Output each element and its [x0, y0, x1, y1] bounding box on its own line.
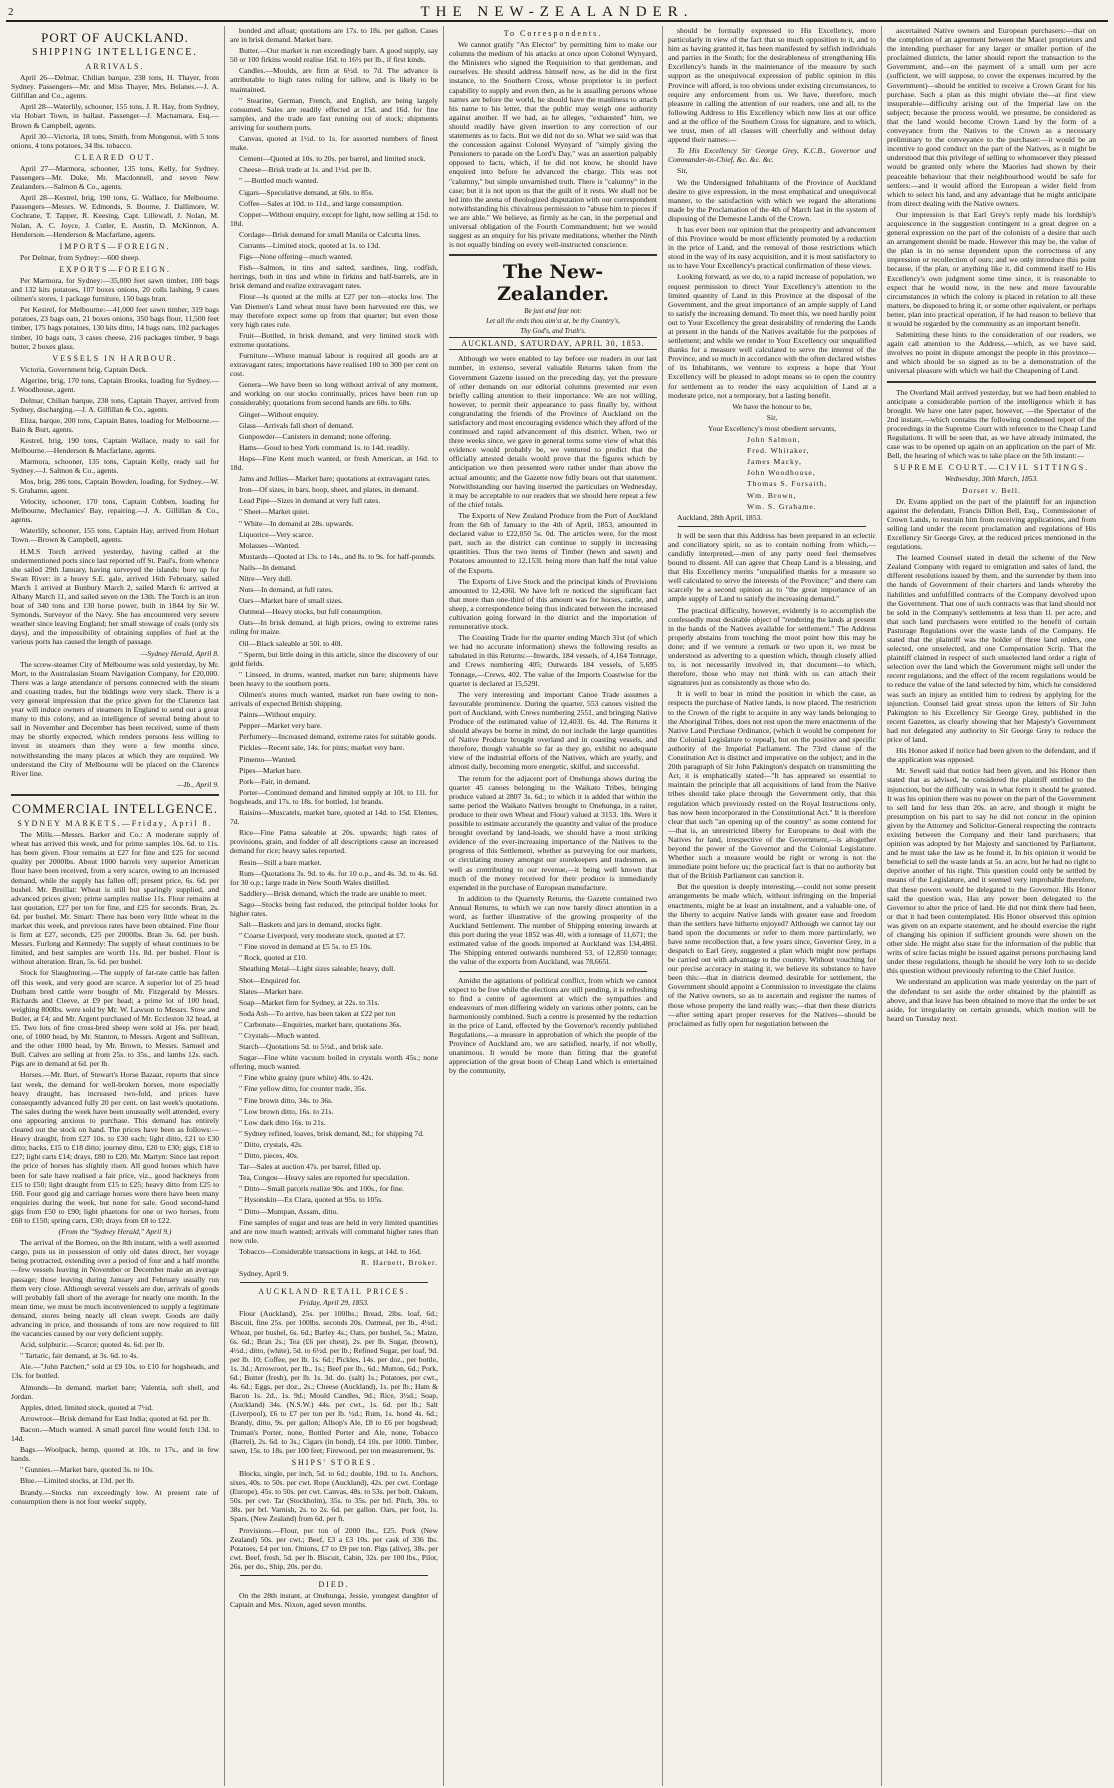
court-heading: SUPREME COURT.—CIVIL SITTINGS.	[893, 463, 1090, 473]
market-entry: Sago—Stocks being fast reduced, the principal holder looks for higher rates.	[230, 899, 438, 918]
market-entry: Ale.—"John Patchett," sold at £9 10s. to £10 for hogsheads, and 13s. for bottled.	[11, 1362, 219, 1381]
market-entry: " Ditto—Mumpan, Assam, ditto.	[239, 1206, 339, 1216]
market-entry: " Stearine, German, French, and English, are being largely consumed. Sales are readily effected at 15d. and 16d. for fine samples, and the trade are fast running out of stock; shipments arriving for southern ports.	[230, 95, 438, 132]
market-entry: Oars—Market bare of small sizes.	[239, 596, 343, 606]
arrivals-list	[11, 73, 219, 150]
column-1	[6, 26, 225, 1786]
market-entry: Rum—Quotations 3s. 9d. to 4s. for 10 o.p., and 4s. 3d. to 4s. 6d. for 30 o.p.; large trade in New South Wales distilled.	[230, 868, 438, 887]
market-entry: Arrowroot—Brisk demand for East India; quoted at 6d. per lb.	[20, 1413, 211, 1423]
market-entry: Bags.—Woolpack, hemp, quoted at 10s. to 17s., and in few hands.	[11, 1445, 219, 1464]
market-list	[11, 1340, 219, 1506]
market-entry: Mustards—Quoted at 13s. to 14s., and 8s. to 9s. for half-pounds.	[239, 551, 436, 561]
market-entry: Resin—Still a bare market.	[239, 857, 322, 867]
court-paragraph: Mr. Sewell said that notice had been given, and his Honor then stated that as advised, he considered the plaintiff entitled to the injunction, but the difficulty was in what form it should be granted. It was his opinion there was no power on the part of the Government to sell land for less than 20s. an acre, and though it might be presumption on his part to say he did not concur in the opinion given by the Attorney and Solicitor-General respecting the contracts existing between the Company and their land purchasers; that opinion was adopted by her Majesty and sanctioned by Parliament, and he must take the law as he found it. In his opinion it would be beneficial to sell the waste lands at 5s. an acre, but he had no right to deprive another of his right. This question could only be settled by means of the Legislature, and it seemed very improbable therefore, that these powers would be delegated to the Governor. His Honor said the question was, Has any power been delegated to the Governor to alter the price of land. He did not think there had been, or that it had been contemplated. His Honor observed this opinion was given on an exparte statement, and he should exercise the right of changing his opinion if sufficient grounds were shown on the other side. He might also state for the information of the public that writs of scire facias might be issued against persons purchasing land under these regulations, though he should be very loth to so decide this question without previously referring to the Chief Justice.	[887, 766, 1096, 976]
export-entry: Per Marmora, for Sydney:—35,000 feet sawn timber, 100 bags and 132 kits potatoes, 107 boxes onions, 20 colls lashing, 9 cases oilmen's stores, 1 package furniture, 150 bags bran.	[11, 275, 219, 304]
arrival-entry: April 28—Waterlily, schooner, 155 tons, J. R. Hay, from Sydney, via Hobart Town, in ballast. Passenger—J. Macnamara, Esq.—Brown & Campbell, agents.	[11, 102, 219, 130]
market-entry: Glass—Arrivals fall short of demand.	[239, 420, 354, 430]
market-entry: Raisins—Muscatels, market bare, quoted at 14d. to 15d. Elemes, 7d.	[230, 808, 438, 827]
market-entry: Cigars—Speculative demand, at 60s. to 85s.	[239, 187, 374, 197]
market-entry: Oatmeal—Heavy stocks, but full consumption.	[239, 607, 382, 617]
market-entry: Acid, sulphuric.—Scarce; quoted 4s. 6d. per lb.	[20, 1340, 165, 1350]
cleared-list	[11, 164, 219, 239]
market-entry: bonded and afloat; quotations are 17s. to 18s. per gallon. Cases are in brisk demand. Market bare.	[230, 26, 438, 45]
market-entry: Porter—Continued demand and limited supply at 10l. to 11l. for hogsheads, and 17s. to 18s. for bottled, 1st brands.	[230, 787, 438, 806]
salutation: Sir,	[677, 166, 688, 176]
sydney-markets-heading: SYDNEY MARKETS.—Friday, April 8.	[17, 818, 213, 828]
market-entry: Oats—In brisk demand, at high prices, owing to extreme rates ruling for maize.	[230, 618, 438, 637]
market-entry: Fish—Salmon, in tins and salted, sardines, ling, codfish, herrings, both in tins and white in firkins and half-barrels, are in brisk demand and realize extravagant rates.	[230, 263, 438, 291]
paragraph: Our impression is that Earl Grey's reply made his lordship's acquiescence in the suggestion contingent to a great degree on a general expression on the part of the colonists of a desire that such an arrangement should be made. However this may be, the value of the plan is in no sense dependent upon the correctness of any impression or recollection of ours; and we only introduce this point because, if the plan, or anything like it, did commend itself to His Excellency's own judgment some time since, it is reasonable to expect that he would now, in the new and more favourable circumstances in which the colony is placed in relation to all these matters, be disposed to bring it, or some other equivalent, or perhaps better, plan into practical operation, if he had reason to believe that it would be regarded by the community as an important benefit.	[887, 209, 1096, 328]
died-notice: On the 28th instant, at Onehunga, Jessie, youngest daughter of Captain and Mrs. Nixon, aged seven months.	[230, 1591, 438, 1610]
market-entry: Saddlery—Brisk demand, which the trade are unable to meet.	[239, 888, 427, 898]
market-entry: Nails—In demand.	[239, 562, 297, 572]
market-entry: Flour—Is quoted at the mills at £27 per ton—stocks low. The Van Diemen's Land wheat must have been harvested ere this, we may therefore expect some up from that quarter; but even those very high rates rule.	[230, 292, 438, 329]
broker-signature: R. Harnett, Broker.	[361, 1257, 438, 1267]
market-entry: Rice—Fine Patna saleable at 20s. upwards; high rates of provisions, grain, and fodder of all descriptions cause an increased demand for rice; heavy sales reported.	[230, 828, 438, 856]
market-entry: Brandy.—Stocks run exceedingly low. At present rate of consumption there is not four weeks' supply,	[11, 1487, 219, 1506]
market-entry: Liquorice—Very scarce.	[239, 529, 314, 539]
column-5	[882, 26, 1101, 1786]
melbourne-source: —Ib., April 9.	[177, 779, 219, 789]
horses-source: (From the "Sydney Herald," April 9.)	[58, 1227, 172, 1237]
masthead	[6, 4, 1108, 22]
market-entry: Currants—Limited stock, quoted at 1s. to 13d.	[239, 240, 381, 250]
court-paragraph: His Honor asked if notice had been given to the defendant, and if the application was opposed.	[887, 746, 1096, 765]
address-body	[668, 178, 876, 400]
court-paragraph: We understand an application was made yesterday on the part of the defendant to set aside the order obtained by the plaintiff as above, and that leave has been obtained to move that the order be set aside, for irregularity on certain grounds, which motion will be heard on Tuesday next.	[887, 977, 1096, 1023]
signer-name: Wm. S. Grahame.	[747, 501, 817, 511]
market-entry: Oil—Black saleable at 50l. to 40l.	[239, 638, 343, 648]
slaughtering-article: Stock for Slaughtering.—The supply of fat-rate cattle has fallen off this week, and very good are scarce. A superior lot of 25 head Durham bred cattle were bought of Mr. Fitzgerald by Messrs. Richards and Cleeve, at £9 per head; a prime lot of 100 head, weighing 800lbs. were sold by Mr. W. Lawson to Messrs. Stow and Butler, at £4; and Mr. Argent purchased of Mr. Eccleston 32 head, at £5. Two lots of fine cross-bred sheep were sold at 16s. per head; one, of 1000 head, by Mr. Stanton, to Messrs. Argent and Sullivan, and the other 1000 head, by Mr. Brown, to Messrs. Samuel and Bull. Calves are selling at from 25s. to 35s., and lambs 12s. each. Pigs are in demand at 6d. per lb.	[11, 968, 219, 1069]
signer-name: Wm. Brown,	[747, 490, 797, 500]
address-honour: We have the honour to be,	[732, 401, 812, 411]
market-entry: " Coarse Liverpool, very moderate stock, quoted at £7.	[239, 931, 406, 941]
market-list-continued	[230, 26, 438, 1256]
leader-paragraph: In addition to the Quarterly Returns, the Gazette contained two Annual Returns, to which we can now barely direct attention in a word, as further illustrative of the growing prosperity of the Auckland Settlement. The number of Shipping entering inwards at this port during the year 1852 was 40, with a tonnage of 11,671; the estimated value of the goods imported at Auckland was 134,486l. The Shipping entered outwards numbered 53, of 12,850 tonnage; the value of the exports from Auckland, was 78,665l.	[449, 893, 657, 967]
column-3	[444, 26, 663, 1786]
address-paragraph: It has ever been our opinion that the prosperity and advancement of this Province would be most efficiently promoted by a reduction in the price of Land, and the removal of those restrictions which stood in the way of its easy acquisition, and it is most satisfactory to us to have Your Excellency's practical confirmation of these views.	[668, 224, 876, 271]
market-entry: " Fine stoved in demand at £5 5s. to £5 10s.	[239, 942, 373, 952]
column-4	[663, 26, 882, 1786]
market-entry: Iron—Of sizes, in bars, hoop, sheet, and plates, in demand.	[239, 485, 419, 495]
address-paragraph: We the Undersigned Inhabitants of the Province of Auckland desire to give expression, in the most emphatical and unequivocal manner, to the satisfaction with which we regard the alterations made by the Proclamation of the 4th of March last in the system of disposing of the Demesne Lands of the Crown.	[668, 177, 876, 223]
retail-date: Friday, April 29, 1853.	[299, 1298, 369, 1308]
market-entry: Perfumery—Increased demand, extreme rates for suitable goods.	[239, 732, 437, 742]
divider	[459, 971, 647, 972]
torch-source: —Sydney Herald, April 8.	[140, 648, 219, 658]
market-entry: Tobacco—Considerable transactions in kegs, at 14d. to 16d.	[239, 1246, 422, 1256]
columns	[6, 26, 1108, 1786]
market-entry: " Ditto, crystals, 42s.	[239, 1139, 303, 1149]
cleared-heading: CLEARED OUT.	[74, 152, 156, 162]
market-entry: Hops—Fine Kent much wanted, or fresh American, at 16d. to 18d.	[230, 453, 438, 473]
market-entry: Soda Ash—To arrive, has been taken at £22 per ton	[239, 1008, 396, 1018]
arrivals-heading: ARRIVALS.	[85, 62, 145, 71]
overland-mail: The Overland Mail arrived yesterday, but we had been enabled to anticipate a considerable portion of the intelligence which it has brought. We have one later paper, however, —the Spectator of the 2nd instant,—which contains the following condensed report of the proceedings in the Supreme Court with reference to the Cheap Land Regulations. It will be seen that, as we have already intimated, the case was to be opened up again on an application on the part of Mr. Bell, the hearing of which was to take place on the 5th instant:—	[887, 387, 1096, 461]
market-entry: " Crystals—Much wanted.	[239, 1031, 320, 1040]
market-entry: Sheathing Metal—Light sizes saleable; heavy, dull.	[239, 964, 396, 974]
market-entry: Furniture—Where manual labour is required all goods are at extravagant rates; importations have realised 100 to 300 per cent on cost.	[230, 351, 438, 379]
arrival-entry: April 30—Victoria, 18 tons, Smith, from Mongonui, with 5 tons onions, 4 tons potatoes, 34 lbs. tobacco.	[11, 131, 219, 150]
market-entry: " Fine yellow ditto, for counter trade, 35s.	[239, 1084, 367, 1094]
address-sir: Sir,	[766, 412, 778, 422]
export-entry: Per Kestrel, for Melbourne:—41,000 feet sawn timber, 319 bags potatoes, 23 bags oats, 21 boxes onions, 350 bags flour, 11,500 feet timber, 175 bags potatoes, 130 kits ditto, 14 bags oats, 102 packages timber, 10 bags oats, 3 cases cheese, 216 packages timber, 9 bags butter, 2 boxes glass.	[11, 305, 219, 351]
divider	[887, 381, 1096, 383]
market-entry: " Sheet—Market quiet.	[239, 507, 310, 517]
market-entry: Shot—Enquired for.	[239, 975, 301, 985]
address-place-date: Auckland, 28th April, 1853.	[677, 512, 763, 522]
signer-name: James Macky,	[747, 457, 802, 467]
paper-name: The New-Zealander.	[497, 261, 609, 306]
vessel-entry: Waterlily, schooner, 155 tons, Captain Hay, arrived from Hobart Town.—Brown & Campbell, agents.	[11, 526, 219, 545]
signature-place: Sydney, April 9.	[239, 1269, 289, 1279]
vessel-entry: Mos, brig, 286 tons, Captain Bowden, loading, for Sydney.—W. S. Grahame, agent.	[11, 476, 219, 495]
court-paragraph: Dr. Evans applied on the part of the plaintiff for an injunction against the defendant, Francis Dillon Bell, Esq., Commissioner of Crown Lands, to restrain him from receiving applications, and from selling land under the recent proclamation and regulations of His Excellency Sir George Grey, at the reduced prices mentioned in the regulations.	[887, 496, 1096, 552]
market-entry: Pimento—Wanted.	[239, 754, 297, 764]
address-intro	[668, 26, 876, 144]
vessel-entry: Victoria, Government brig, Captain Deck.	[20, 364, 148, 374]
correspondents-text: We cannot gratify "An Elector" by permitting him to make our columns the medium of his attacks at once upon Colonel Wynyard, the Ministers who signed the Requisition to that gentleman, and ourselves. He should address himself now, as he did in the first instance, to the Southern Cross, whose proprietor is in perfect capability to supply and even then, as he is assailing persons whose names are before the world, he should have the manliness to attach his name to his letter, that the public may weigh one authority against another. If we had, as he alleges, "exhausted" him, we should readily have given insertion to any correction of our statements as to facts. But we did not do so. What we said was that the concession against Colonel Wynyard of "simply giving the Pensioners to parade on the Lord's Day," was an assertion palpably opposed to facts, which, if he did not know, he should have enquired into before he advanced the charge. This was not "calumny," but simple unvarnished truth. There is "calumny" in the case; but it is not upon us that the guilt of it rests. We shall not be led into the arena of theologized disputation with our correspondent notwithstanding his chivalrous permission to "abuse him to pieces if we are able." We believe, as firmly as he can, in the perpetual and universal obligation of the Fourth Commandment; but we would suggest as an enquiry for his private meditations, whether the Ninth is not equally binding on every well-instructed conscience.	[449, 40, 657, 250]
market-entry: Molasses—Wanted.	[239, 540, 300, 550]
leader-paragraph: The Exports of Live Stock and the principal kinds of Provisions amounted to 12,436l. We have left re noticed the significant fact that more than one-third of this amount was for horses, cattle, and sheep, a correspondence being thus indicated between the increased cultivation going forward in the district and the importation of remunerative stock.	[449, 576, 657, 632]
market-entry: Lead Pipe—Sizes in demand at very full rates.	[239, 496, 381, 506]
market-entry: " Gunnies.—Market bare, quoted 3s. to 10s.	[20, 1465, 154, 1475]
market-entry: Copper—Without enquiry, except for light, now selling at 15d. to 18d.	[230, 209, 438, 228]
vessel-entry: Eliza, barque, 200 tons, Captain Bates, loading for Melbourne.—Bain & Burt, agents.	[11, 416, 219, 435]
market-entry: Pickles—Recent sale, 14s. for pints; market very bare.	[239, 743, 405, 753]
retail-heading: AUCKLAND RETAIL PRICES.	[258, 1287, 410, 1297]
market-entry: Jams and Jellies—Market bare; quotations at extravagant rates.	[239, 474, 431, 484]
leader-paragraph: Although we were enabled to lay before our readers in our last number, in extenso, several valuable Returns taken from the Government Gazette issued on the preceding day, yet the pressure of other demands on our editorial columns prevented our even briefly calling attention to their importance. We are not willing, however, to permit their appearance to pass finally by, without congratulating the friends of the Province of Auckland on the satisfactory and most encouraging evidence which they afford of the continued and rapid advancement of this district. When, two or three weeks since, we gave in general terms some view of what this evidence would probably be, we ventured to predict that the officially attested details would prove that the figures which by anticipation we then presented were rather under than above the actual amounts; and the Gazette now fully bears out that statement. Notwithstanding our having inserted the particulars on Wednesday, it may be acceptable to our readers that we should here repeat a few of the chief totals.	[449, 354, 657, 509]
port-heading: PORT OF AUCKLAND.	[41, 30, 189, 45]
commentary-continued	[887, 26, 1096, 376]
cleared-entry: April 28—Kestrel, brig, 190 tons, G. Wallace, for Melbourne. Passengers—Messrs. W. Edmonds, S. Bourne, J. Dallimore, W. Cochrane, T. Tapper, R. Keesing, Capt. Lillewall, J. Nolan, M. Nolan, A. C. Joyce, J. Cutler, E. Austin, D. McKinnon, A. Henderson.—Henderson & Macfarlane, agents.	[11, 193, 219, 239]
court-date: Wednesday, 30th March, 1853.	[944, 474, 1039, 484]
market-entry: Almonds—In demand, market bare; Valentia, soft shell, and Jordan.	[11, 1382, 219, 1401]
market-entry: Candles.—Moulds, are firm at 6½d. to 7d. The advance is attributable to high rates ruling for tallow, and is likely to be maintained.	[230, 66, 438, 94]
signer-name: Thomas S. Forsaith,	[747, 479, 828, 489]
paragraph: ascertained Native owners and European purchasers:—that on the completion of an agreement between the Maori proprietors and the intending purchaser for any larger or smaller portion of the proclaimed districts, the latter should report the transaction to the Government, and—on the payment of a small sum per acre (sufficient, we will suppose, to cover the expenses incurred by the Government)—should be entitled to receive a Crown Grant for his purchase. Such a plan as this might obviate the—at first view insuperable—difficulty arising out of the Imperial law on the subject; because the process would, we presume, be considered as that the land would become Crown Land by the form of a conveyance from the Natives to the Crown as a necessary preliminary to the conveyance to the purchaser:—it would be an incentive to good conduct on the part of the Natives, as it might be understood that this privilege of selling to whomsoever they pleased would be granted only where the Maories had shown by their peaceable behaviour that their neighbourhood would be safe for settlers:—and it would afford the European a wider field from which to select his land, and any advantage that he might anticipate from direct dealing with the Native owners.	[887, 26, 1096, 208]
market-entry: Butter.—Our market is run exceedingly bare. A good supply, say 50 or 100 firkins would realise 16d. to 16½ per lb., if first kinds.	[230, 46, 438, 65]
leader-article	[449, 354, 657, 966]
leader-paragraph: The return for the adjacent port of Onehunga shows during the quarter 45 canoes belonging to the Waikato Tribes, bringing produce valued at 2807 3s. 6d.; to which it is added that within the same period the Waikato Natives brought to Onehunga, in a raiter, produce to their own Wheat and Flour) valued at 3153. 18s. Were it possible to estimate accurately the quantity and value of the produce brought overland by land-loads, we should have a most striking evidence of the ever-increasing importance of the Natives to the progress of this Settlement, whether as purveying for our markets, or circulating money amongst our storekeepers and tradesmen, as well as contributing to our revenue,—it being well known that much of the money received for their produce is immediately expended in the purchase of European manufacture.	[449, 773, 657, 892]
market-entry: " Hysonskin—Ex Clara, quoted at 95s. to 105s.	[239, 1195, 383, 1205]
market-entry: Cordage—Brisk demand for small Manila or Calcutta lines.	[239, 229, 421, 239]
market-entry: Nuts—In demand, at full rates.	[239, 585, 334, 595]
leader-paragraph: The very interesting and important Canoe Trade assumes a favourable prominence. During the quarter, 553 canoes visited the port of Auckland, with Crews numbering 2551, and bringing Native Produce of the estimated value of 12,403l. 6s. 4d. The Returns it should always be borne in mind, do not include the large quantities of Native Produce brought overland and in coasting vessels, and therefore, though valuable so far as they go, exhibit no adequate view of the industrial efforts of the Natives, which are yearly, and almost daily, becoming more energetic, skilful, and successful.	[449, 689, 657, 772]
paragraph: Submitting these hints to the consideration of our readers, we again call attention to the Address,—which, as we have said, involves no point in dispute amongst the people in this province—and which should be so signed as to be a demonstration of the universal pleasure with which we hail the Cheapening of Land.	[887, 330, 1096, 376]
column-2	[225, 26, 444, 1786]
market-entry: Nitre—Very dull.	[239, 573, 293, 583]
address-paragraph: Looking forward, as we do, to a rapid increase of population, we request permission to direct Your Excellency's attention to the limited quantity of Land in this Province at the disposal of the Government, and the great importance of an ample supply of Land to satisfy the increasing demand. To meet this, we need hardly point out to Your Excellency the great desirability of rendering the Lands at present in the hands of the Natives available for the purposes of settlement; and while we render to Your Excellency our unqualified thanks for a measure well calculated to serve the interest of the Province, and so much in accordance with the often declared wishes of its Inhabitants, we venture to express a hope that Your Excellency will be pleased to adopt means so to open the country for settlement as to render the easy acquisition of Land at a moderate price, not a temporary, but a lasting benefit.	[668, 272, 876, 400]
court-report	[887, 497, 1096, 1023]
market-entry: Cement—Quoted at 10s. to 20s. per barrel, and limited stock.	[239, 154, 426, 164]
shipping-heading: SHIPPING INTELLIGENCE.	[32, 47, 198, 58]
market-entry: Sugar—Fine white vacuum boiled in crystals worth 45s.; none offering, much wanted.	[230, 1053, 438, 1072]
market-entry: Starch—Quotations 5d. to 5½d., and brisk sale.	[239, 1042, 384, 1052]
court-paragraph: The learned Counsel stated in detail the scheme of the New Zealand Company with regard to emigration and sales of land, the different resolutions issued by them, and the surrender by them into the hands of Government of their charters and lands whereby the liabilities and unfulfilled contracts of the Company devolved upon the Government. That one of such contracts was that land should not be sold in the Company's settlements at less than 1l. per acre, and that such land purchasers were entitled to the benefit of certain Pasturage Regulations over the waste lands of the Company. He stated that the plaintiff was the holder of three land orders, one selected, one unselected, and one Compensation Scrip. That the plaintiff claimed in respect of such unselected land order a right of selection over the land which the Government might sell under the recent regulations, and the effect of the recent regulations would be to reduce the value of the land selected by him, which he considered was such an injury as entitled him to redress by applying for the injunction. Counsel laid great stress upon the letters of Sir John Pakington to his Excellency Sir George Grey, published in the recent Gazettes, as clearly showing that her Majesty's Government had not delegated any authority to Sir George Grey to reduce the price of land.	[887, 553, 1096, 745]
market-entry: Coffee—Sales at 10d. to 11d., and large consumption.	[239, 198, 404, 208]
vessel-entry: Delmar, Chilian barque, 238 tons, Captain Thayer, arrived from Sydney, discharging.—J. A. Gilfillan & Co., agents.	[11, 396, 219, 415]
motto-line-3: Thy God's, and Truth's.	[520, 327, 586, 336]
market-entry: Slates—Market bare.	[239, 986, 304, 996]
cleared-entry: April 27—Marmora, schooner, 135 tons, Kelly, for Sydney. Passengers—Mr. Duke, Mr. Macdonnell, and seven New Zealanders.—Salmon & Co., agents.	[11, 163, 219, 192]
market-entry: " Fine white grainy (pure white) 40s. to 42s.	[239, 1073, 374, 1083]
market-entry: Canvas, quoted at 1½d. to 1s. for assorted numbers of finest make.	[230, 134, 438, 153]
paragraph: should be formally expressed to His Excellency, more particularly in view of the fact that so much opposition to it, and to him as having granted it, has been manifested by selfish individuals and parties in the South; for the desirableness of strengthening His Excellency's hands in the maintenance of the measure by such support as the unequivocal expression of public opinion in this Province will afford, is too obvious under existing circumstances, to require any enforcement from us. We have, therefore, much pleasure in calling the attention of our readers, one and all, to the following Address to His Excellency which now lies at our office and at the office of the Southern Cross for signature, and to which, we trust, men of all classes will cheerfully and without delay append their names:—	[668, 26, 876, 145]
market-entry: Salt—Baskets and jars in demand, stocks light.	[239, 920, 382, 930]
signer-name: John Woodhouse,	[747, 468, 816, 478]
divider	[449, 254, 657, 256]
leader-paragraph: The Coasting Trade for the quarter ending March 31st (of which we had no accurate information) shews the following results as tabulated in this Returns:—Inwards, 184 vessels, of 4,164 Tonnage, and Crews numbering 405; Outwards 184 vessels, of 5,695 Tonnage,—Crews, 402. The value of the Imports Coastwise for the quarter is declared at 15,529l.	[449, 633, 657, 688]
market-entry: " Ditto, pieces, 40s.	[239, 1151, 299, 1161]
exports-list	[11, 276, 219, 351]
market-entry: " Rock, quoted at £10.	[239, 953, 308, 963]
market-entry: Apples, dried, limited stock, quoted at 7½d.	[20, 1402, 154, 1412]
market-entry: " Sydney refined, loaves, brisk demand, 8d.; for shipping 7d.	[239, 1128, 424, 1138]
divider	[11, 794, 219, 796]
commercial-heading: COMMERCIAL INTELLGENCE.	[12, 800, 218, 816]
imports-heading: IMPORTS—FOREIGN.	[59, 241, 171, 251]
market-entry: " —Bottled much wanted.	[239, 176, 319, 186]
market-entry: Pipes—Market bare.	[239, 765, 302, 775]
page-number: 2	[8, 6, 14, 18]
market-entry: Pork—Fair, in demand.	[239, 776, 311, 786]
stores-heading: SHIPS' STORES.	[291, 1457, 377, 1467]
second-leader: Amidst the agitations of political conflict, from which we cannot expect to be free while the elections are still pending, it is refreshing to find a centre of agreement at which the sympathies and endeavours of men differing widely on various other points, can be harmoniously combined. Such a centre is presented by the reduction in the price of Land, effected by the Governor's recently published Regulations,—a measure in approbation of which the people of the Province of Auckland are, we are satisfied, nearly, if not wholly, unanimous. It would be more than fitting that the grateful appreciation of the great boon of Cheap Land which is entertained by the community,	[449, 975, 657, 1076]
market-entry: Blue.—Limited stocks, at 13d. per lb.	[20, 1476, 135, 1486]
market-entry: Oilmen's stores much wanted, market run bare owing to non-arrivals of expected British shipping.	[230, 690, 438, 709]
motto-line-1: Be just and fear not:	[524, 307, 582, 316]
vessel-entry: Kestrel, brig, 190 tons, Captain Wallace, ready to sail for Melbourne.—Henderson & Macfarlane, agents.	[11, 436, 219, 455]
retail-prices: Flour (Auckland), 25s. per 100lbs.; Bread, 2lbs. loaf, 6d.; Biscuit, fine 25s. per 100lbs. seconds 20s. Oatmeal, per lb., 4½d.; Wheat, per bushel, 6s. 6d.; Barley 4s.; Oats, per bushel, 5s.; Maize, 6s. 6d.; Bran 2s.; Tea (£6 per chest), 2s. per lb. Sugar, (brown), 4½d.; ditto, (white), 5d. to 6½d. per lb.; Refined Sugar, per loaf, 9d. per lb. 10; Coffee, per lb. 1s. 6d.; Pickles, 14s. per doz., per bottle, 1s. 3d.; Arrowroot, per lb., 1s.; Beef per lb., 6d.; Mutton, 6d.; Pork, 6d.; Butter (fresh), per lb. 1s. 3d. do. (salt) 1s.; Potatoes, per cwt., 4s. 6d.; Eggs, per doz., 2s.; Cheese (Auckland), 1s. per lb.; Ham & Bacon 1s. 2d., 1s. 9d.; Mould Candles, 9d.; Rice, 3½d.; Soap, (Auckland) 34s. (N.S.W.) 44s. per cwt., 1s. 6d. per lb.; Salt (Liverpool), £6 to £7 per ton per lb. ½d.; Rum, 1s. bond 4s. 6d.; Brandy, ditto, 9s. per gallon; Allsop's Ale, £8 to £6 per hogshead; Truman's Porter, none, Bottled Porter and Ale, none, Tobacco (Barrel), 2s. 6d. to 3s.; Cigars (in bond), £4 10s. per 1000. Timber, sawn, 15s. to 18s. per 100 feet; Firewood, per ton measurement, 9s.	[230, 1309, 438, 1455]
divider	[240, 1282, 428, 1283]
market-entry: Cheese—Brisk trade at 1s. and 1½d. per lb.	[239, 165, 372, 175]
vessels-heading: VESSELS IN HARBOUR.	[52, 353, 178, 363]
divider	[678, 526, 866, 527]
market-entry: Soap—Market firm for Sydney, at 22s. to 31s.	[239, 997, 380, 1007]
case-name: Dorset v. Bell.	[962, 485, 1021, 495]
paragraph: It is well to bear in mind the position in which the case, as respects the purchase of Native lands, is now placed. The restriction to the Crown of the right to acquire in any way lands belonging to the Aboriginal Tribes, does not rest upon the mere enactments of the Native Land Purchase Ordinance, (which it would be competent for the Colonial Legislature to repeal), but on the positive and specific authority of the Imperial Parliament. The 73rd clause of the Constitution Act is distinct and imperative on the subject; and in the 20th paragraph of Sir John Pakington's despatch on transmitting the Act, it is emphatically stated—"It has appeared so essential to maintain the principle that all acquisitions of land from the Native tribes should take place through the Government only, that this regulation which previously rested on the Royal Instructions only, has now been incorporated in the Constitutional Act." It is therefore clear that such "an opening up of the country" as some contend for—that is, an unrestricted liberty for Europeans to deal with the Natives for land, irrespective of the Government,—is altogether beyond the power of the Governor and the Colonial Legislature. Whether such a measure would be right or wrong is not the immediate point before us; the practical fact is that no authority but that of the British Parliament can sanction it.	[668, 689, 876, 881]
motto-line-2: Let all the ends thou aim'st at, be thy Country's,	[486, 317, 620, 326]
vessel-entry: Marmora, schooner, 135 tons, Captain Kelly, ready sail for Sydney.—J. Salmon & Co., agents.	[11, 456, 219, 475]
vessel-entry: Velocity, schooner, 170 tons, Captain Cobben, loading for Melbourne, Mechanics' Bay, repairing.—J. A. Gilfillan & Co., agents.	[11, 497, 219, 525]
market-entry: " Ditto—Small parcels realize 90s. and 100s., for fine.	[239, 1184, 405, 1194]
market-entry: Pepper—Market very bare.	[239, 721, 322, 731]
borneo-article: The arrival of the Borneo, on the 8th instant, with a well assorted cargo, puts us in possession of only old dates direct, her voyage being protracted, extending over a period of four and a half months—few vessels leaving in November or December make an average passage; those leaving during January and February usually run them very close. Although several vessels are due, arrivals of goods will probably fall short of the average for nearly one month. In the mean time, we must be much inconvenienced to supply a legitimate demand, stores being nearly all clean swept. Goods are daily advancing in price, and thousands of tons are now required to fill the vacancies caused by our very deficient supply.	[11, 1238, 219, 1339]
signer-name: Fred. Whitaker,	[747, 446, 810, 456]
market-entry: Tar—Sales at auction 47s. per barrel, filled up.	[239, 1162, 382, 1172]
market-entry: " Sperm, but little doing in this article, since the discovery of our gold fields.	[230, 649, 438, 668]
market-entry: Fruit—Bottled, in brisk demand, and very limited stock with extreme quotations.	[230, 330, 438, 349]
imports-text: Per Delmar, from Sydney:—600 sheep.	[20, 252, 140, 262]
ships-stores: Blocks, single, per inch, 5d. to 6d.; double, 10d. to 1s. Anchors, sixes, 40s. to 50s. per cwt. Rope (Auckland), 42s. per cwt. Cordage (Europe), 45s. to 50s. per cwt. Canvas, 48s. to 53s. per bolt. Oakum, 50s. per cwt. Tar (Stockholm), 35s. to 35s. per brl. Pitch, 30s. to 38s. per brl. Varnish, 2s. to 2s. 6d. per gallon. Oars, per foot, 1s. Spars, (New Zealand) from 6d. per ft.	[230, 1468, 438, 1524]
market-entry: " Fine brown ditto, 34s. to 36s.	[239, 1095, 334, 1105]
paragraph: But the question is deeply interesting,—could not some present arrangements be made which, without infringing on the Imperial enactments, might be at least an instalment, and a valuable one, of the liberty to acquire Native lands with greater ease and freedom than the settlers have hitherto enjoyed? Although we cannot lay our hand upon the documents or refer to them more particularly, we have some recollection that, a few years since, Governor Grey, in a despatch to Earl Grey, suggested a plan which might now perhaps be carried out with advantage to the country. Without vouching for our precise accuracy in stating it, we believe its substance to have been this:—that in districts deemed desirable for settlement, the Government should appoint a Commission to investigate the claims of the Native owners, so as to ascertain and register the names of those whose property the land really was;—that then these districts—after setting apart proper reserves for the Natives—should be proclaimed as fully open for negotiation between the	[668, 882, 876, 1028]
died-heading: DIED.	[318, 1579, 350, 1589]
market-entry: Gunpowder—Canisters in demand; none offering.	[239, 431, 392, 441]
horses-article: Horses.—Mr. Burt, of Stewart's Horse Bazaar, reports that since last week, the demand for well-broken horses, more especially heavy draught, has increased two-fold, and prices have consequently advanced fully 20 per cent. on last week's quotations. The sales during the week have been unusually well attended, every one appearing anxious to purchase. This demand has entirely cleared out the stock on hand. The prices have been as follows:—Heavy draught, from £27 10s. to £30 each; light ditto, £21 to £30 ditto; hacks, £15 to £18 ditto; journey ditto, £20 to £30; gigs, £18 to £27; light carts £14; drays, £80 to £20. Mr. Martyn: Since last report the price of horses has slightly risen. All good horses which have been for sale have realised a fair price, viz., good hackneys from £15 to £50; light draught from £15 to £25; heavy ditto from £25 to £60. Four good gig and carriage horses were there have been many enquiries during the week, but none for sale. Good second-hand gigs from £50 to £90; light phaetons for one or two horses, from £60 to £150; spring carts, £30; drays from £8 to £22.	[11, 1070, 219, 1225]
market-entry: Ginger—Without enquiry.	[239, 409, 319, 419]
arrival-entry: April 26—Delmar, Chilian barque, 238 tons, H. Thayer, from Sydney. Passengers—Mr. and Miss Thayer, Mrs. Belanes.—J. A. Gilfillan and Co., agents.	[11, 73, 219, 101]
provisions: Provisions.—Flour, per ton of 2000 lbs., £25. Pork (New Zealand) 50s. per cwt.; Beef, £3 a £3 10s. per cask of 336 lbs. Potatoes, £4 per ton. Onions, £7 to £9 per ton. Pigs (alive), 38s. per cwt. Beef, fresh, 5d. per lb. Biscuit, Cabin, 32s. per 100 lbs., Pilot, 26s. per do., Ship, 20s. per do.	[230, 1525, 438, 1571]
market-entry: " Carbonate—Enquiries, market bare, quotations 36s.	[239, 1019, 402, 1029]
market-entry: " Tartaric, fair demand, at 3s. 6d. to 4s.	[20, 1351, 139, 1361]
exports-heading: EXPORTS—FOREIGN.	[59, 264, 171, 274]
market-entry: " White—In demand at 28s. upwards.	[239, 518, 354, 528]
market-entry: " Low dark ditto 16s. to 21s.	[239, 1117, 326, 1127]
market-entry: Figs—None offering—much wanted.	[239, 252, 353, 262]
divider	[240, 1575, 428, 1576]
dateline: AUCKLAND, SATURDAY, APRIL 30, 1853.	[449, 337, 657, 350]
mills-article: The Mills.—Messrs. Barker and Co.: A moderate supply of wheat has arrived this week, and for prime samples 10s. 6d. to 11s. has been given. Flour remains at £27 for fine and £25 for second quality per 2000lbs. About 1000 barrels very superior American flour have been received, from a very scarce, owing to an increased demand, while the supply has fallen off; present price, 6s. 6d. per bushel. Mr. Breillat: Wheat is still but sparingly supplied, and advanced prices given; prime samples realise 11s. Flour remains at last quotation, £27 per ton for fine, and £25 for seconds. Bran, 2s. 6d. per bushel. Mr. Smart: There has been very little wheat in the market this week, and previous rates have been obtained. Fine flour is firm at £27, seconds, £25 per 2000lbs. Bran 3s. 6d. per bush. Messrs. Furlong and Kennedy: The supply of wheat continues to be limited, and best samples are worth 11s. 8d. per bushel. Flour is without alteration. Bran, 5s. 6d. per bushel.	[11, 830, 219, 967]
vessels-list	[11, 365, 219, 545]
torch-article: H.M.S Torch arrived yesterday, having called at the undermentioned ports since last reported off St. Paul's, from whence she sailed 29th January, having surveyed the islands: bore up for Swan River: in a heavy S.E. gale, arrived 16th February, sailed March 1 arrived at Bunbury March 2, sailed March 6: arrived at Albany March 11, and sailed seven on the 13th. The Torch is an iron boat of 340 tons and 130 horse power, built in 1844 by Sir W. Symonds, Surveyor of the Navy. She has encountered very severe weather since leaving England; her small stowage of coals (only six days), and the impossibility of obtaining supplies of fuel at the various ports has caused the length of passage.	[11, 546, 219, 647]
market-entry: " Low brown ditto, 16s. to 21s.	[239, 1106, 334, 1116]
leader-paragraph: The Exports of New Zealand Produce from the Port of Auckland from the 6th of January to the 4th of April, 1853, amounted in declared value to £22,050 5s. 0d. The articles were, for the most part, such as the district can continue to supply in increasing quantities. Thus the two items of Timber (hewn and sawn) and Potatoes amounted to 12,153l. being more than half the total value of the Exports.	[449, 510, 657, 575]
paragraph: The practical difficulty, however, evidently is to accomplish the confessedly most desirable object of "rendering the lands at present in the hands of the Natives available for settlement." The Address properly abstains from touching the moot point how this may be done; and if we venture a remark or two upon it, we must be understood as adverting to a question which, though closely allied to, is not necessarily involved in, that document—to which, therefore, those who may not think with us can attach their signatures just as consistently as those who do.	[668, 605, 876, 688]
market-entry: Fine samples of sugar and teas are held in very limited quantities and are now much wanted; arrivals will command higher rates than now rule.	[230, 1217, 438, 1245]
correspondents-heading: To Correspondents.	[503, 29, 603, 38]
market-entry: Hams—Good to best York command 1s. to 14d. readily.	[239, 442, 410, 452]
paragraph: It will be seen that this Address has been prepared in an eclectic and conciliatory spirit, so as to contain nothing from which,—candidly interpreted,—men of any party need feel themselves bound to dissent. All can agree that Cheap Land is a blessing, and that His Excellency merits "unqualified thanks for a measure so well calculated to serve the interests of the Province;" and there can scarcely be a second opinion as to "the great importance of an ample supply of Land to satisfy the increasing demand."	[668, 530, 876, 604]
vessel-entry: Algerine, brig, 170 tons, Captain Brooks, loading for Sydney.—J. Woodhouse, agent.	[11, 375, 219, 394]
signers-list	[668, 435, 876, 511]
signer-name: John Salmon,	[747, 435, 801, 445]
commentary	[668, 531, 876, 1028]
masthead-title: THE NEW-ZEALANDER.	[420, 4, 694, 20]
market-entry: Bacon.—Much wanted. A small parcel fine would fetch 13d. to 14d.	[11, 1424, 219, 1444]
melbourne-article: The screw-steamer City of Melbourne was sold yesterday, by Mr. Mort, to the Australasian Steam Navigation Company, for £20,000. There was a large attendance of persons connected with the steam and coasting trades, but the biddings were very slack. There is a very general impression that the price given for the Clarence last year will induce owners of steamers in England to send out a great many to this colony, and as intelligence of several being about to sail in November and December has been received, some of them may be shortly expected, which renders persons less willing to invest in steamers than they were a few months since, notwithstanding the many places at which they are required. We understand the City of Melbourne will be placed on the Clarence River line.	[11, 659, 219, 778]
market-entry: Tea, Congou—Heavy sales are reported for speculation.	[239, 1173, 410, 1183]
address-recipient: To His Excellency Sir George Grey, K.C.B., Governor and Commander-in-Chief, &c. &c. &c.	[668, 146, 876, 165]
market-entry: Genera—We have been so long without arrival of any moment, and working on our stocks continually, prices have been run up considerably; quotations from second hands are 60s. to 68s.	[230, 380, 438, 408]
market-entry: Paints—Without enquiry.	[239, 710, 317, 720]
market-entry: " Linseed, in drums, wanted, market run bare; shipments have been heavy to the southern ports.	[230, 669, 438, 688]
address-servants: Your Excellency's most obedient servants,	[707, 423, 837, 433]
